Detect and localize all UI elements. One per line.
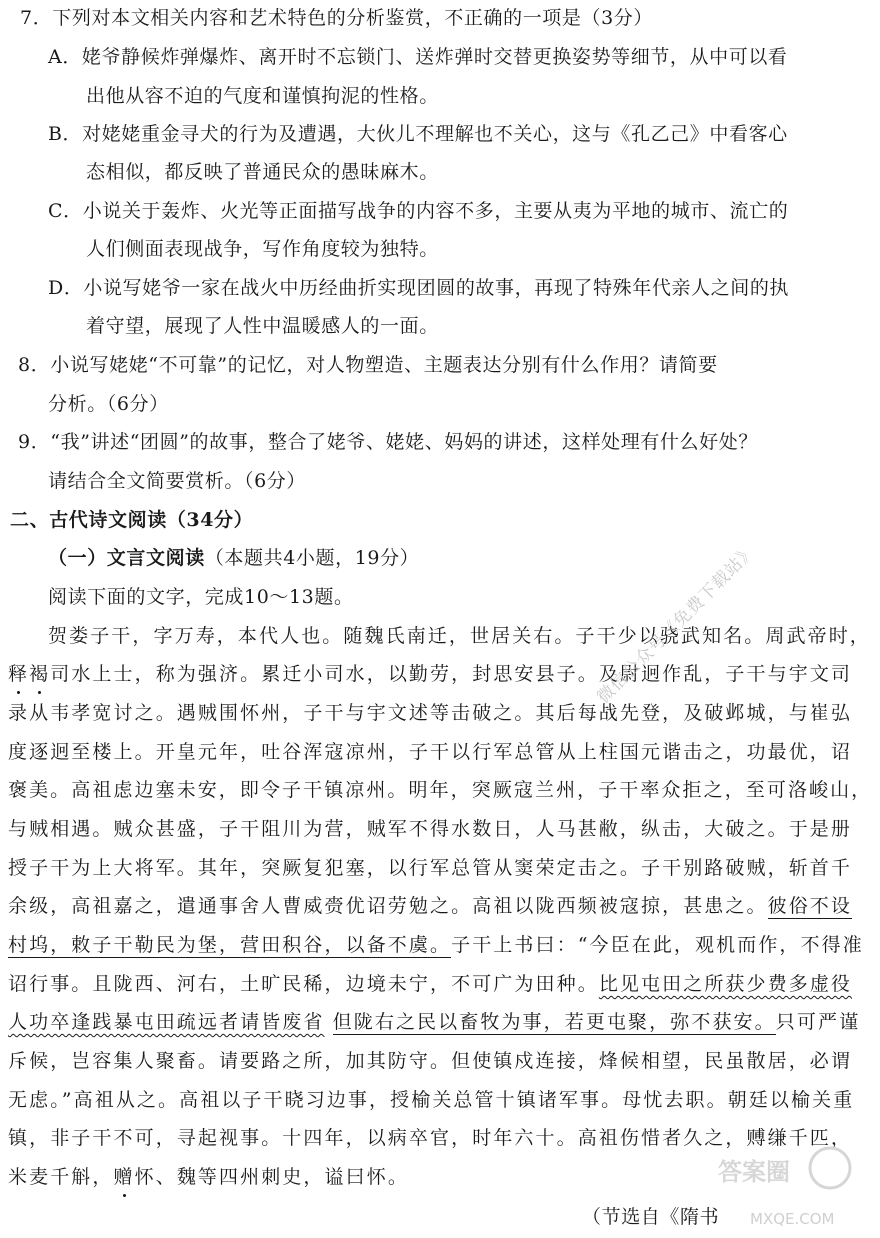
question-8-line-2: 分析。（6分）	[48, 393, 169, 415]
passage-line-6	[8, 817, 852, 841]
passage-line-11	[8, 1010, 860, 1034]
section-2-title: 二、古代诗文阅读（34分）	[10, 509, 254, 531]
passage-line-10	[8, 972, 852, 996]
spacer	[325, 1011, 333, 1033]
option-a-line-2: 出他从容不迫的气度和谨慎拘泥的性格。	[86, 85, 439, 107]
passage-text: 米麦千斛，	[8, 1166, 114, 1188]
logo-title: 答案圈	[718, 1158, 790, 1186]
dotted-char: 赠	[113, 1166, 135, 1188]
subsection-1-heading	[48, 546, 419, 570]
passage-line-7	[8, 856, 852, 880]
reading-instruction: 阅读下面的文字，完成10～13题。	[48, 586, 354, 608]
underlined-sentence: 彼俗不设	[767, 895, 853, 917]
passage-text: 度逐迥至楼上。开皇元年，吐谷浑寇凉州，子干以行军总管从上柱国元谐击之，功最优，诏	[8, 741, 853, 763]
passage-text: 子干上书曰：“今臣在此，观机而作，不得准	[451, 934, 864, 956]
site-logo	[700, 1140, 870, 1235]
option-d-line-2: 着守望，展现了人性中温暖感人的一面。	[86, 315, 439, 337]
passage-line-5	[8, 778, 872, 802]
passage-text: 授子干为上大将军。其年，突厥复犯塞，以行军总管从窦荣定击之。子干别路破贼，斩首千	[8, 857, 853, 879]
passage-text: 诏行事。且陇西、河右，土旷民稀，边境未宁，不可广为田种。	[8, 973, 599, 995]
option-c-line-1: C．小说关于轰炸、火光等正面描写战争的内容不多，主要从夷为平地的城市、流亡的	[48, 200, 789, 222]
passage-text: 贺娄子干，字万寿，本代人也。随魏氏南迁，世居关右。子干少以骁武知名。周武帝时，	[48, 625, 871, 647]
logo-circle-icon	[810, 1148, 850, 1188]
underlined-sentence: 但陇右之民以畜牧为事，若更屯聚，弥不获安。	[332, 1011, 776, 1033]
logo-domain: MXQE.COM	[750, 1210, 835, 1228]
underlined-sentence: 村坞，敕子干勒民为堡，营田积谷，以备不虞。	[8, 934, 452, 956]
passage-text: 只可严谨	[775, 1011, 861, 1033]
passage-text: 褒美。高祖虑边塞未安，即令子干镇凉州。明年，突厥寇兰州，子干率众拒之，至可洛峻山，	[8, 779, 873, 801]
passage-line-9	[8, 933, 864, 957]
dotted-char: 释	[8, 663, 30, 685]
passage-text: 司水上士，称为强济。累迁小司水，以勤劳，封思安县子。及尉迥作乱，子干与宇文司	[50, 663, 853, 685]
passage-text: 无虑。”高祖从之。高祖以子干晓习边事，授榆关总管十镇诸军事。母忧去职。朝廷以榆关重	[8, 1089, 855, 1111]
passage-line-3	[8, 701, 852, 725]
wavy-underlined-sentence: 比见屯田之所获少费多虚役	[598, 973, 853, 995]
passage-line-15	[8, 1165, 409, 1189]
passage-line-4	[8, 740, 852, 764]
passage-text: 斥候，岂容集人聚畜。请要路之所，加其防守。但使镇戍连接，烽候相望，民虽散居，必谓	[8, 1050, 853, 1072]
option-c-line-2: 人们侧面表现战争，写作角度较为独特。	[86, 238, 439, 260]
passage-line-1	[48, 624, 871, 648]
passage-text: 余级，高祖嘉之，遣通事舍人曹威赍优诏劳勉之。高祖以陇西频被寇掠，甚患之。	[8, 895, 768, 917]
option-b-line-1: B．对姥姥重金寻犬的行为及遭遇，大伙儿不理解也不关心，这与《孔乙己》中看客心	[48, 123, 788, 145]
passage-line-2	[8, 662, 852, 686]
passage-text: 录从韦孝宽讨之。遇贼围怀州，子干与宇文述等击破之。其后每战先登，及破邺城，与崔弘	[8, 702, 853, 724]
source-citation: （节选自《隋书	[582, 1206, 720, 1228]
subsection-1-title: （一）文言文阅读	[48, 547, 205, 569]
question-7-stem: 7．下列对本文相关内容和艺术特色的分析鉴赏，不正确的一项是（3分）	[20, 7, 653, 29]
watermark-text: 微信公众号《免费下载站》	[593, 540, 761, 708]
question-9-line-2: 请结合全文简要赏析。（6分）	[48, 470, 306, 492]
question-8-line-1: 8．小说写姥姥“不可靠”的记忆，对人物塑造、主题表达分别有什么作用？请简要	[18, 354, 718, 376]
subsection-1-note: （本题共4小题，19分）	[204, 547, 420, 569]
passage-line-12	[8, 1049, 852, 1073]
passage-text: 怀、魏等四州刺史，谥曰怀。	[134, 1166, 409, 1188]
wavy-underlined-sentence: 人功卒逢践暴屯田疏远者请皆废省	[8, 1011, 325, 1033]
option-a-line-1: A．姥爷静候炸弹爆炸、离开时不忘锁门、送炸弹时交替更换姿势等细节，从中可以看	[48, 46, 788, 68]
passage-line-8	[8, 894, 852, 918]
option-b-line-2: 态相似，都反映了普通民众的愚昧麻木。	[86, 161, 439, 183]
dotted-char: 褐	[29, 663, 51, 685]
option-d-line-1: D．小说写姥爷一家在战火中历经曲折实现团圆的故事，再现了特殊年代亲人之间的执	[48, 277, 790, 299]
passage-line-13	[8, 1088, 854, 1112]
question-9-line-1: 9．“我”讲述“团圆”的故事，整合了姥爷、姥姥、妈妈的讲述，这样处理有什么好处？	[18, 431, 758, 453]
passage-text: 镇，非子干不可，寻起视事。十四年，以病卒官，时年六十。高祖伤惜者久之，赙缣千匹，	[8, 1127, 853, 1149]
passage-text: 与贼相遇。贼众甚盛，子干阻川为营，贼军不得水数日，人马甚敝，纵击，大破之。于是册	[8, 818, 853, 840]
